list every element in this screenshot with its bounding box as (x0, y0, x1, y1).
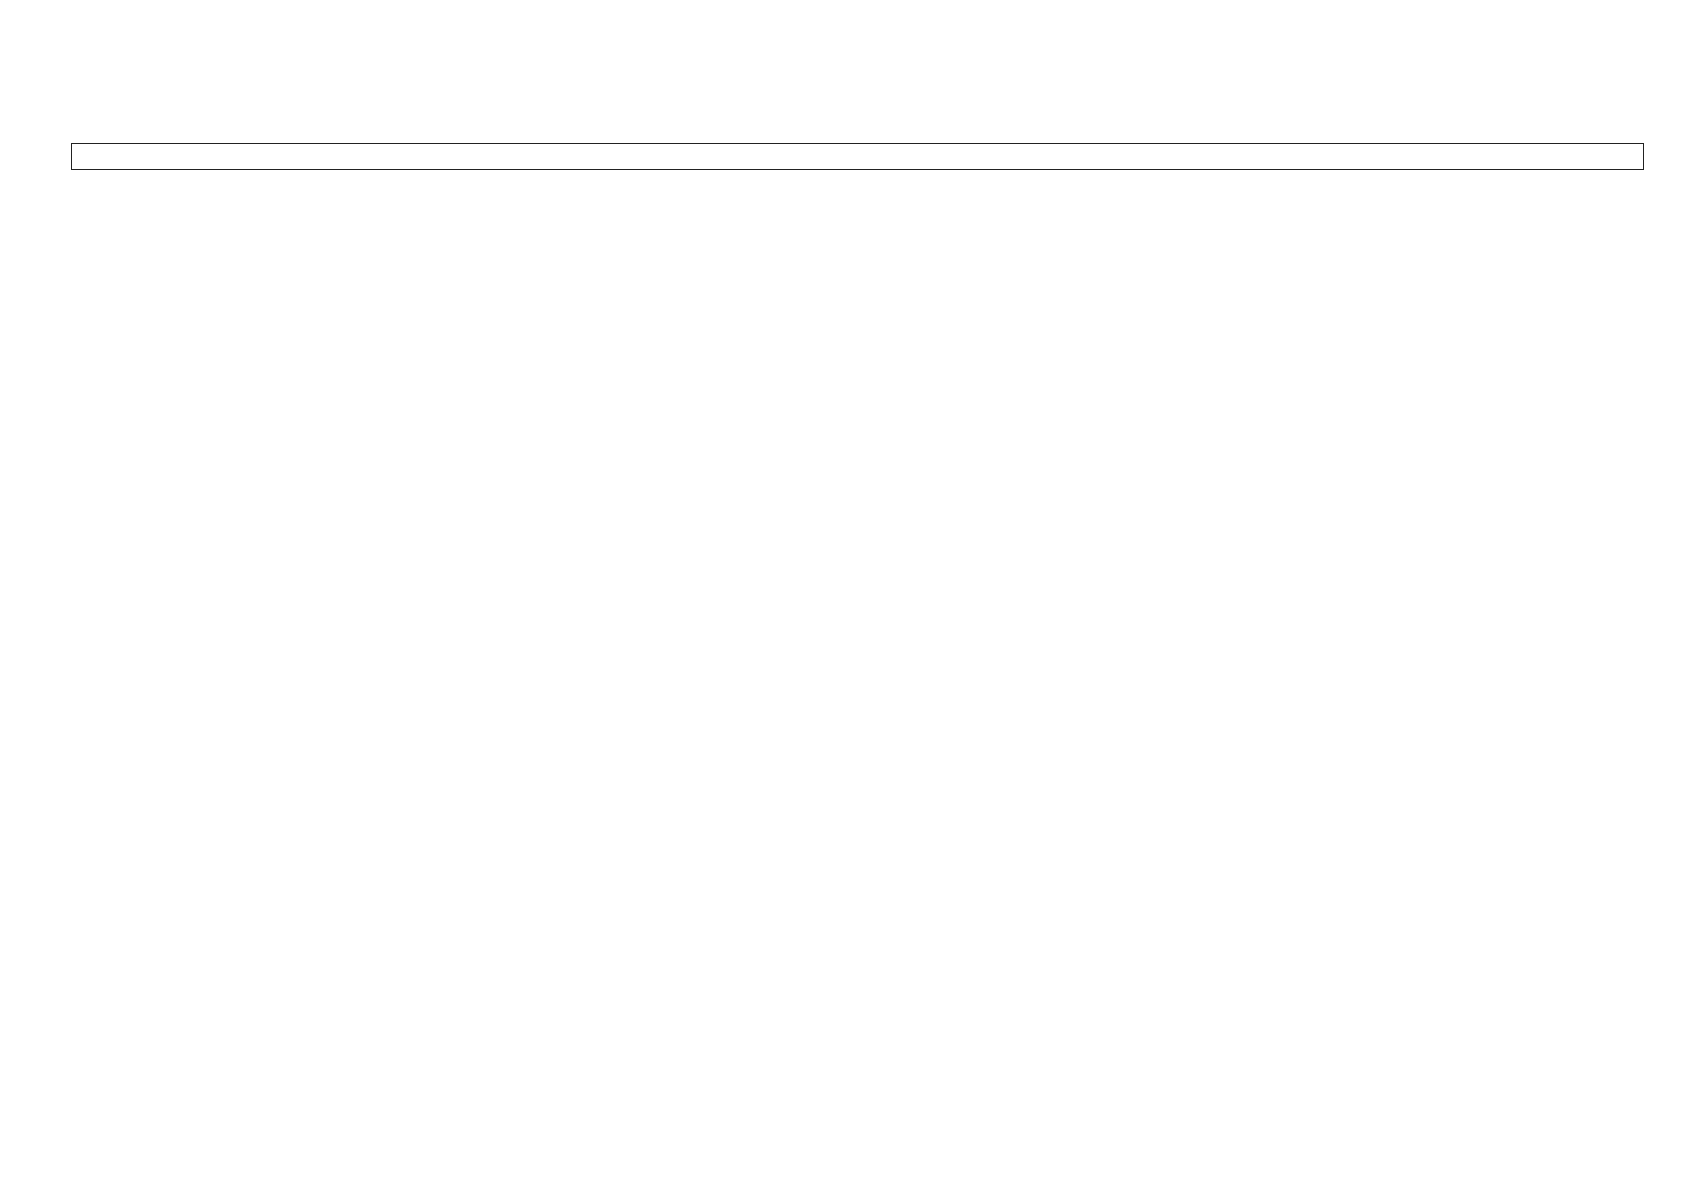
section-row (72, 144, 1644, 170)
indicators-table (71, 143, 1644, 170)
section-title (72, 144, 1644, 170)
